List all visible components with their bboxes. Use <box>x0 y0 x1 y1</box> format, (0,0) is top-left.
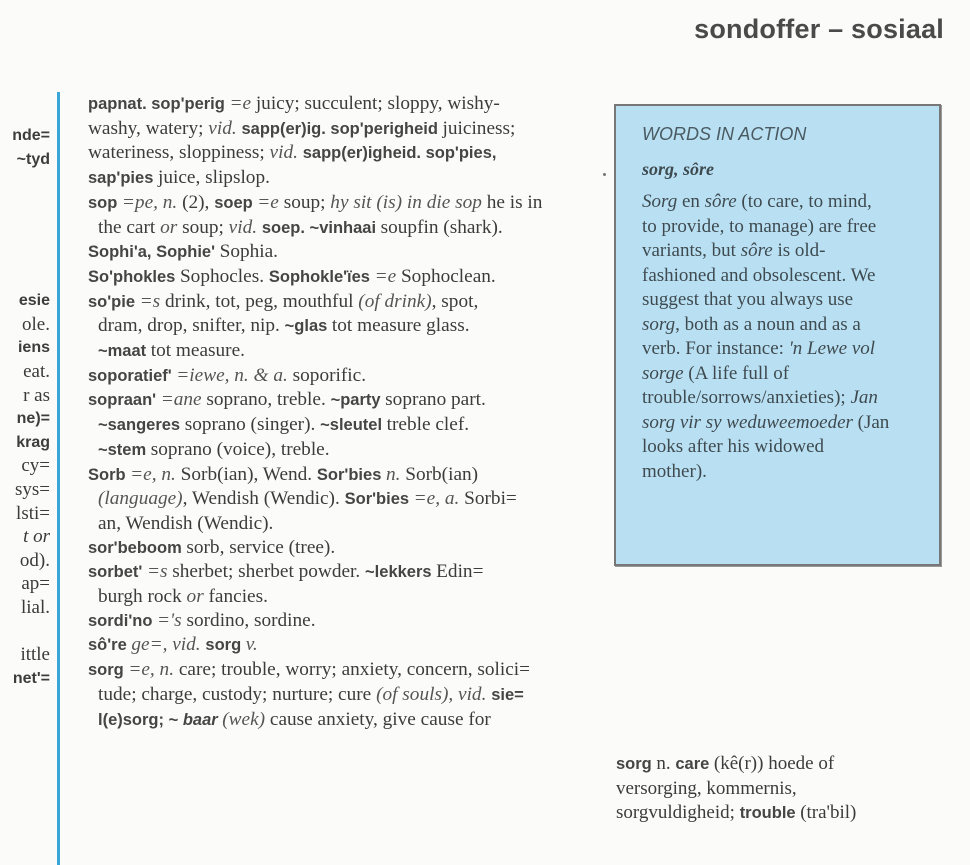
text: , both as a noun and as a <box>675 313 861 335</box>
text: soprano (singer). <box>184 414 321 436</box>
italic-text: hy sit (is) in die sop <box>330 191 487 213</box>
italic-text: vid. <box>269 142 303 164</box>
box-line <box>642 460 932 485</box>
left-fragment: lial. <box>20 596 50 618</box>
headword: soep <box>214 193 258 212</box>
entry-line <box>88 560 578 585</box>
headword: ~maat <box>98 342 151 361</box>
text: soprano part. <box>385 389 486 411</box>
headword: ~sleutel <box>320 416 387 435</box>
headword: Sorb <box>88 465 131 484</box>
headword: Sor'bies <box>344 490 414 509</box>
text: sordino, sordine. <box>186 609 316 631</box>
entry-line <box>88 388 578 413</box>
entry-line <box>88 683 578 708</box>
headword: sô're <box>88 636 132 655</box>
left-fragment: nde= <box>12 127 50 144</box>
italic-text: ='s <box>157 609 187 631</box>
entry-line <box>88 658 578 683</box>
entry-line <box>616 777 946 802</box>
text: cause anxiety, give cause for <box>269 708 491 730</box>
left-fragment <box>0 266 50 290</box>
entry-line <box>88 240 578 265</box>
headword: So'phokles <box>88 267 180 286</box>
entry-line <box>616 801 946 826</box>
italic-text: or <box>160 216 183 238</box>
text: he is in <box>486 191 543 213</box>
text: en <box>677 191 705 212</box>
left-fragment: iens <box>17 339 50 357</box>
headword: sie= <box>491 685 524 704</box>
box-line <box>642 288 932 313</box>
headword: so'pie <box>88 292 140 311</box>
left-column-fragments <box>0 124 50 690</box>
entry-line <box>88 413 578 438</box>
entry-line <box>88 536 578 561</box>
text: sorgvuldigheid; <box>616 802 740 823</box>
entry-line <box>88 438 578 463</box>
italic-text: n. <box>385 463 406 485</box>
headword: l(e)sorg; ~ <box>98 710 183 729</box>
box-line <box>642 239 932 264</box>
italic-text: or <box>186 586 209 608</box>
text: tude; charge, custody; nurture; cure <box>98 683 377 705</box>
headword: sorg <box>205 636 246 655</box>
headword: sapp(er)igheid. sop'pies, <box>302 144 497 163</box>
left-fragment: ne)= <box>16 410 50 428</box>
entry-line <box>88 191 578 216</box>
left-fragment: net'= <box>12 669 50 687</box>
text: soup; <box>182 216 229 238</box>
text: soprano (voice), treble. <box>150 438 330 460</box>
headword: baar <box>182 710 223 729</box>
text: Sophocles. <box>179 265 269 287</box>
entry-line <box>88 290 578 315</box>
italic-text: ge=, vid. <box>131 634 206 656</box>
headword: soporatief' <box>88 366 177 385</box>
headword: Sophokle'ïes <box>268 267 375 286</box>
entry-line <box>88 166 578 191</box>
italic-text: =e <box>229 93 256 114</box>
text: sorb, service (tree). <box>186 536 336 558</box>
text: juicy; succulent; sloppy, wishy- <box>255 93 500 114</box>
headword: sap'pies <box>88 169 158 188</box>
text: soup; <box>283 191 331 213</box>
text: trouble/sorrows/anxieties); <box>642 387 851 408</box>
text: , Wendish (Wendic). <box>182 488 345 510</box>
headword: sapp(er)ig. sop'perigheid <box>241 119 443 138</box>
text: juiciness; <box>442 117 516 139</box>
italic-text: (of souls), vid. <box>376 683 492 705</box>
left-fragment: t or <box>23 526 50 548</box>
entry-line <box>88 339 578 364</box>
text: Edin= <box>436 561 484 583</box>
stray-dot <box>603 173 606 176</box>
column-divider-rule <box>57 92 60 865</box>
headword: sor'beboom <box>88 538 187 557</box>
text: dram, drop, snifter, nip. <box>98 315 285 337</box>
left-fragment: ole. <box>22 313 50 335</box>
box-line <box>642 215 932 240</box>
entry-line <box>88 585 578 609</box>
text: (tra'bil) <box>800 802 857 823</box>
italic-text: =pe, n. <box>121 191 183 213</box>
text: looks after his widowed <box>642 436 825 457</box>
text: wateriness, sloppiness; <box>88 142 270 164</box>
left-fragment: esie <box>18 292 50 310</box>
text: fashioned and obsolescent. We <box>642 264 876 286</box>
left-fragment: ittle <box>20 644 50 666</box>
headword: ~lekkers <box>365 563 437 582</box>
text: (to care, to mind, <box>736 191 872 212</box>
entry-line <box>88 117 578 142</box>
left-fragment <box>0 171 50 195</box>
text: drink, tot, peg, mouthful <box>164 290 359 312</box>
box-title: WORDS IN ACTION <box>642 124 807 144</box>
headword: sop <box>88 193 122 212</box>
text: Sorb(ian), Wend. <box>180 463 317 485</box>
dictionary-main-column <box>88 92 578 732</box>
italic-text: =iewe, n. & a. <box>176 364 293 386</box>
italic-text: vid. <box>228 216 262 238</box>
headword: care <box>675 755 714 773</box>
entry-line <box>88 512 578 536</box>
headword: soep. ~vinhaai <box>261 218 381 237</box>
headword: trouble <box>739 804 801 822</box>
box-line <box>642 337 932 362</box>
left-fragment <box>0 242 50 266</box>
headword: ~glas <box>284 317 332 336</box>
text: Sorbi= <box>464 488 517 510</box>
headword: papnat. sop'perig <box>88 95 230 113</box>
entry-line <box>88 487 578 512</box>
headword: ~sangeres <box>98 416 185 435</box>
headword: sorg <box>616 755 657 773</box>
italic-text: 'n Lewe vol <box>788 338 876 359</box>
entry-line <box>88 141 578 166</box>
italic-text: Jan <box>850 387 878 408</box>
headword: sorbet' <box>88 563 147 582</box>
box-body <box>642 190 932 484</box>
italic-text: sorg vir sy weduweemoeder <box>642 411 853 433</box>
box-line <box>642 411 932 436</box>
text: is old- <box>772 240 826 261</box>
left-fragment: sys= <box>14 478 50 500</box>
entry-line <box>88 216 578 241</box>
text: n. <box>656 753 676 774</box>
italic-text: v. <box>245 634 258 656</box>
italic-text: =e <box>257 191 284 213</box>
right-dictionary-entry <box>616 752 946 826</box>
italic-text: vid. <box>208 117 242 139</box>
italic-text: sôre <box>704 191 737 212</box>
text: Sorb(ian) <box>405 463 479 485</box>
italic-text: sorg <box>642 313 676 335</box>
italic-text: =e, n. <box>128 659 179 681</box>
text: tot measure. <box>150 340 245 362</box>
italic-text: =s <box>146 561 173 583</box>
text: soupfin (shark). <box>380 216 503 238</box>
text: washy, watery; <box>88 117 209 139</box>
box-line <box>642 264 932 289</box>
text: Sophoclean. <box>400 265 496 287</box>
box-line <box>642 362 932 387</box>
entry-line <box>88 609 578 634</box>
text: variants, but <box>642 240 741 261</box>
text: tot measure glass. <box>331 315 470 337</box>
italic-text: sôre <box>740 240 773 261</box>
italic-text: (wek) <box>222 708 270 730</box>
italic-text: =e <box>374 265 401 287</box>
text: verb. For instance: <box>642 338 789 359</box>
text: soporific. <box>292 364 367 386</box>
entry-line <box>88 92 578 117</box>
entry-line <box>88 463 578 488</box>
text: sherbet; sherbet powder. <box>172 561 366 583</box>
italic-text: (language) <box>98 488 183 510</box>
text: (A life full of <box>683 362 790 384</box>
text: soprano, treble. <box>206 389 331 411</box>
entry-line <box>88 265 578 290</box>
entry-line <box>616 752 946 777</box>
text: juice, slipslop. <box>157 167 270 189</box>
entry-line <box>88 708 578 733</box>
headword: sordi'no <box>88 611 158 630</box>
italic-text: =e, a. <box>413 488 465 510</box>
left-fragment <box>0 195 50 219</box>
italic-text: =ane <box>160 389 207 411</box>
text: burgh rock <box>98 586 187 608</box>
text: care; trouble, worry; anxiety, concern, solici= <box>178 659 531 681</box>
entry-line <box>88 633 578 658</box>
headword: Sor'bies <box>316 465 386 484</box>
text: suggest that you always use <box>642 289 854 310</box>
text: versorging, kommernis, <box>616 777 797 799</box>
text: (2), <box>182 191 215 213</box>
headword: ~stem <box>98 440 151 459</box>
left-fragment: r as <box>23 384 50 406</box>
left-fragment: cy= <box>21 455 50 477</box>
box-line <box>642 190 932 215</box>
box-line <box>642 435 932 460</box>
words-in-action-box <box>614 104 941 566</box>
left-fragment: od). <box>19 549 50 571</box>
text: treble clef. <box>386 414 470 436</box>
left-fragment <box>0 218 50 242</box>
italic-text: Sorg <box>642 191 678 212</box>
headword: Sophi'a, Sophie' <box>88 243 220 262</box>
box-subtitle: sorg, sôre <box>642 159 715 179</box>
headword: sopraan' <box>88 391 161 410</box>
box-line <box>642 386 932 411</box>
left-fragment: lsti= <box>16 502 50 524</box>
text: mother). <box>642 460 707 482</box>
text: , spot, <box>431 290 479 312</box>
italic-text: =e, n. <box>130 463 181 485</box>
text: Sophia. <box>219 241 278 263</box>
italic-text: sorge <box>642 362 684 384</box>
text: an, Wendish (Wendic). <box>98 512 274 534</box>
text: to provide, to manage) are free <box>642 215 877 237</box>
headword: ~party <box>330 391 386 410</box>
entry-line <box>88 364 578 389</box>
headword: sorg <box>88 661 129 680</box>
box-line <box>642 313 932 338</box>
italic-text: =s <box>139 290 165 312</box>
left-fragment: krag <box>16 433 50 451</box>
entry-line <box>88 314 578 339</box>
text: (Jan <box>852 411 890 433</box>
left-fragment: eat. <box>23 360 50 382</box>
page-header-title: sondoffer – sosiaal <box>694 14 944 44</box>
left-fragment <box>0 619 50 643</box>
text: fancies. <box>208 586 268 608</box>
italic-text: (of drink) <box>358 290 432 312</box>
left-fragment: ~tyd <box>16 150 50 168</box>
left-fragment: ap= <box>21 573 50 595</box>
text: (kê(r)) hoede of <box>713 753 835 774</box>
text: the cart <box>98 216 161 238</box>
